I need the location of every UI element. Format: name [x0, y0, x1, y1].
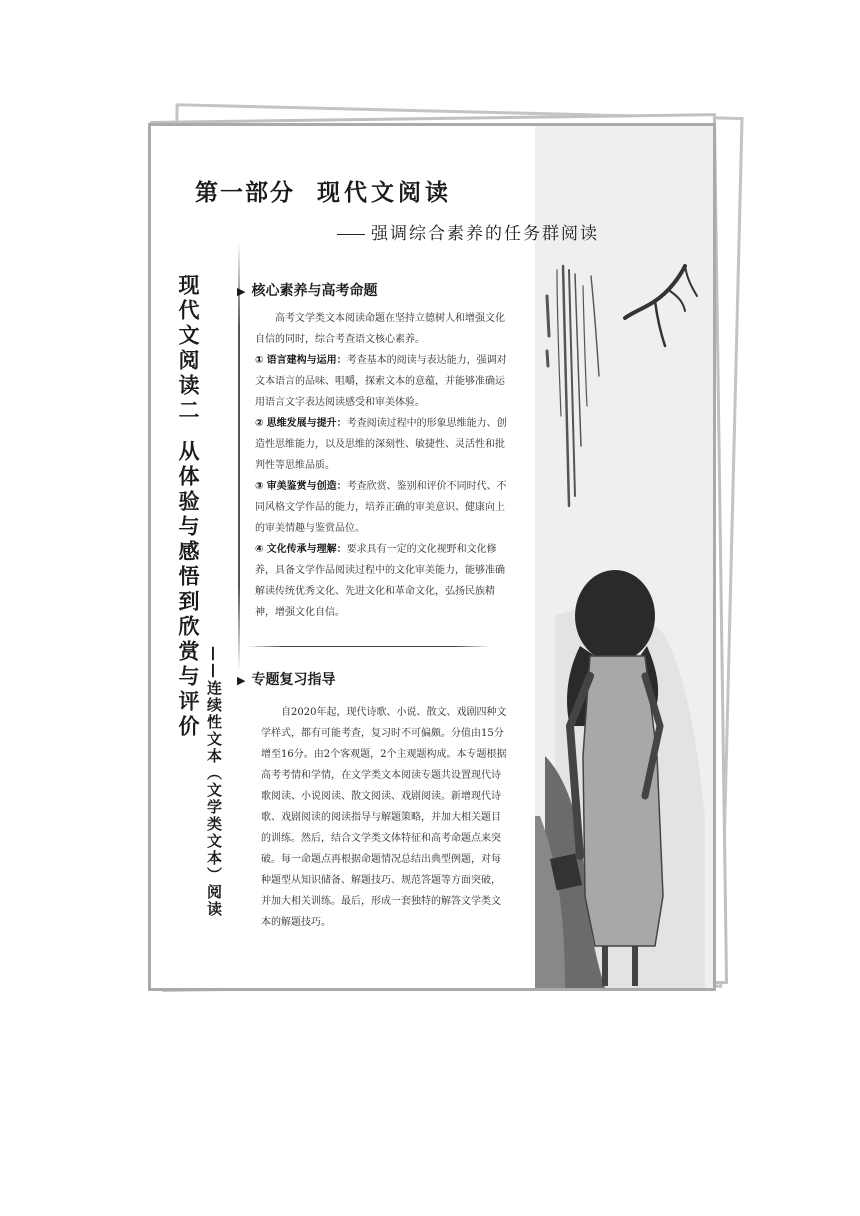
part-label: 第一部分: [195, 180, 295, 206]
subtitle-text: 强调综合素养的任务群阅读: [371, 224, 599, 244]
vertical-subtitle: ——连续性文本（文学类文本）阅读: [205, 646, 223, 918]
section-heading-core: [237, 280, 377, 300]
item-text: 考查阅读过程中的形象思维能力、创造性思维能力，以及思维的深刻性、敏捷性、灵活性和批判性等思维品质。: [255, 418, 507, 471]
section-heading-review: [237, 669, 335, 689]
list-item: [255, 413, 511, 476]
vertical-title-line1: 现代文阅读二: [176, 274, 200, 424]
item-title: 语言建构与运用：: [266, 355, 347, 366]
item-text: 考查基本的阅读与表达能力，强调对文本语言的品味、咀嚼，探索文本的意蕴，并能够准确运用语言文字表达阅读感受和审美体验。: [255, 355, 507, 408]
item-number: ②: [255, 418, 264, 429]
vertical-title: [173, 274, 203, 740]
list-item: [255, 539, 511, 623]
section-heading-text: 专题复习指导: [251, 672, 336, 688]
section2-body: [261, 702, 509, 933]
ink-illustration: [535, 256, 713, 988]
willow-branches: [547, 266, 599, 506]
dash-rule: [337, 234, 365, 235]
intro-text: 高考文学类文本阅读命题在坚持立德树人和增强文化自信的同时，综合考查语文核心素养。: [255, 313, 505, 345]
list-item: [255, 350, 511, 413]
tree-branch: [625, 266, 697, 346]
review-text: 自2020年起，现代诗歌、小说、散文、戏剧四种文学样式，都有可能考查，复习时不可偏颇。分值由15分增至16分。由2个客观题，2个主观题构成。本专题根据高考考情和学情，在文学类文本阅读专题共设置现代诗歌阅读、小说阅读、散文阅读、戏剧阅读。新增现代诗歌、戏剧阅读的阅读指导与解题策略，并加大相关题目的训练。然后，结合文学类文体特征和高考命题点来突破。每一命题点再根据命题情况总结出典型例题，对每种题型从知识储备、解题技巧、规范答题等方面突破，并加大相关训练。最后，形成一套独特的解答文学类文本的解题技巧。: [261, 707, 507, 928]
vertical-title-line2: 从体验与感悟到欣赏与评价: [176, 440, 200, 740]
triangle-bullet-icon: ▶: [237, 285, 246, 298]
item-text: 考查欣赏、鉴别和评价不同时代、不同风格文学作品的能力，培养正确的审美意识、健康向上的审美情趣与鉴赏品位。: [255, 481, 507, 534]
item-title: 思维发展与提升：: [266, 418, 347, 429]
item-title: 文化传承与理解：: [266, 544, 347, 555]
item-text: 要求具有一定的文化视野和文化修养，具备文学作品阅读过程中的文化审美能力，能够准确解读传统优秀文化、先进文化和革命文化，弘扬民族精神，增强文化自信。: [255, 544, 505, 618]
section1-body: [255, 308, 511, 623]
part-heading: 现代文阅读: [317, 180, 452, 206]
list-item: [255, 476, 511, 539]
girl-figure: [535, 570, 705, 988]
item-title: 审美鉴赏与创造：: [266, 481, 347, 492]
section-divider: [247, 646, 491, 647]
item-number: ①: [255, 355, 264, 366]
paragraph: [255, 308, 511, 350]
section-heading-text: 核心素养与高考命题: [251, 283, 378, 299]
vertical-divider: [238, 242, 240, 672]
part-subtitle: [337, 219, 599, 244]
part-title: [195, 174, 452, 207]
item-number: ③: [255, 481, 264, 492]
triangle-bullet-icon: ▶: [237, 674, 246, 687]
page-sheet: [148, 123, 716, 991]
item-number: ④: [255, 544, 264, 555]
